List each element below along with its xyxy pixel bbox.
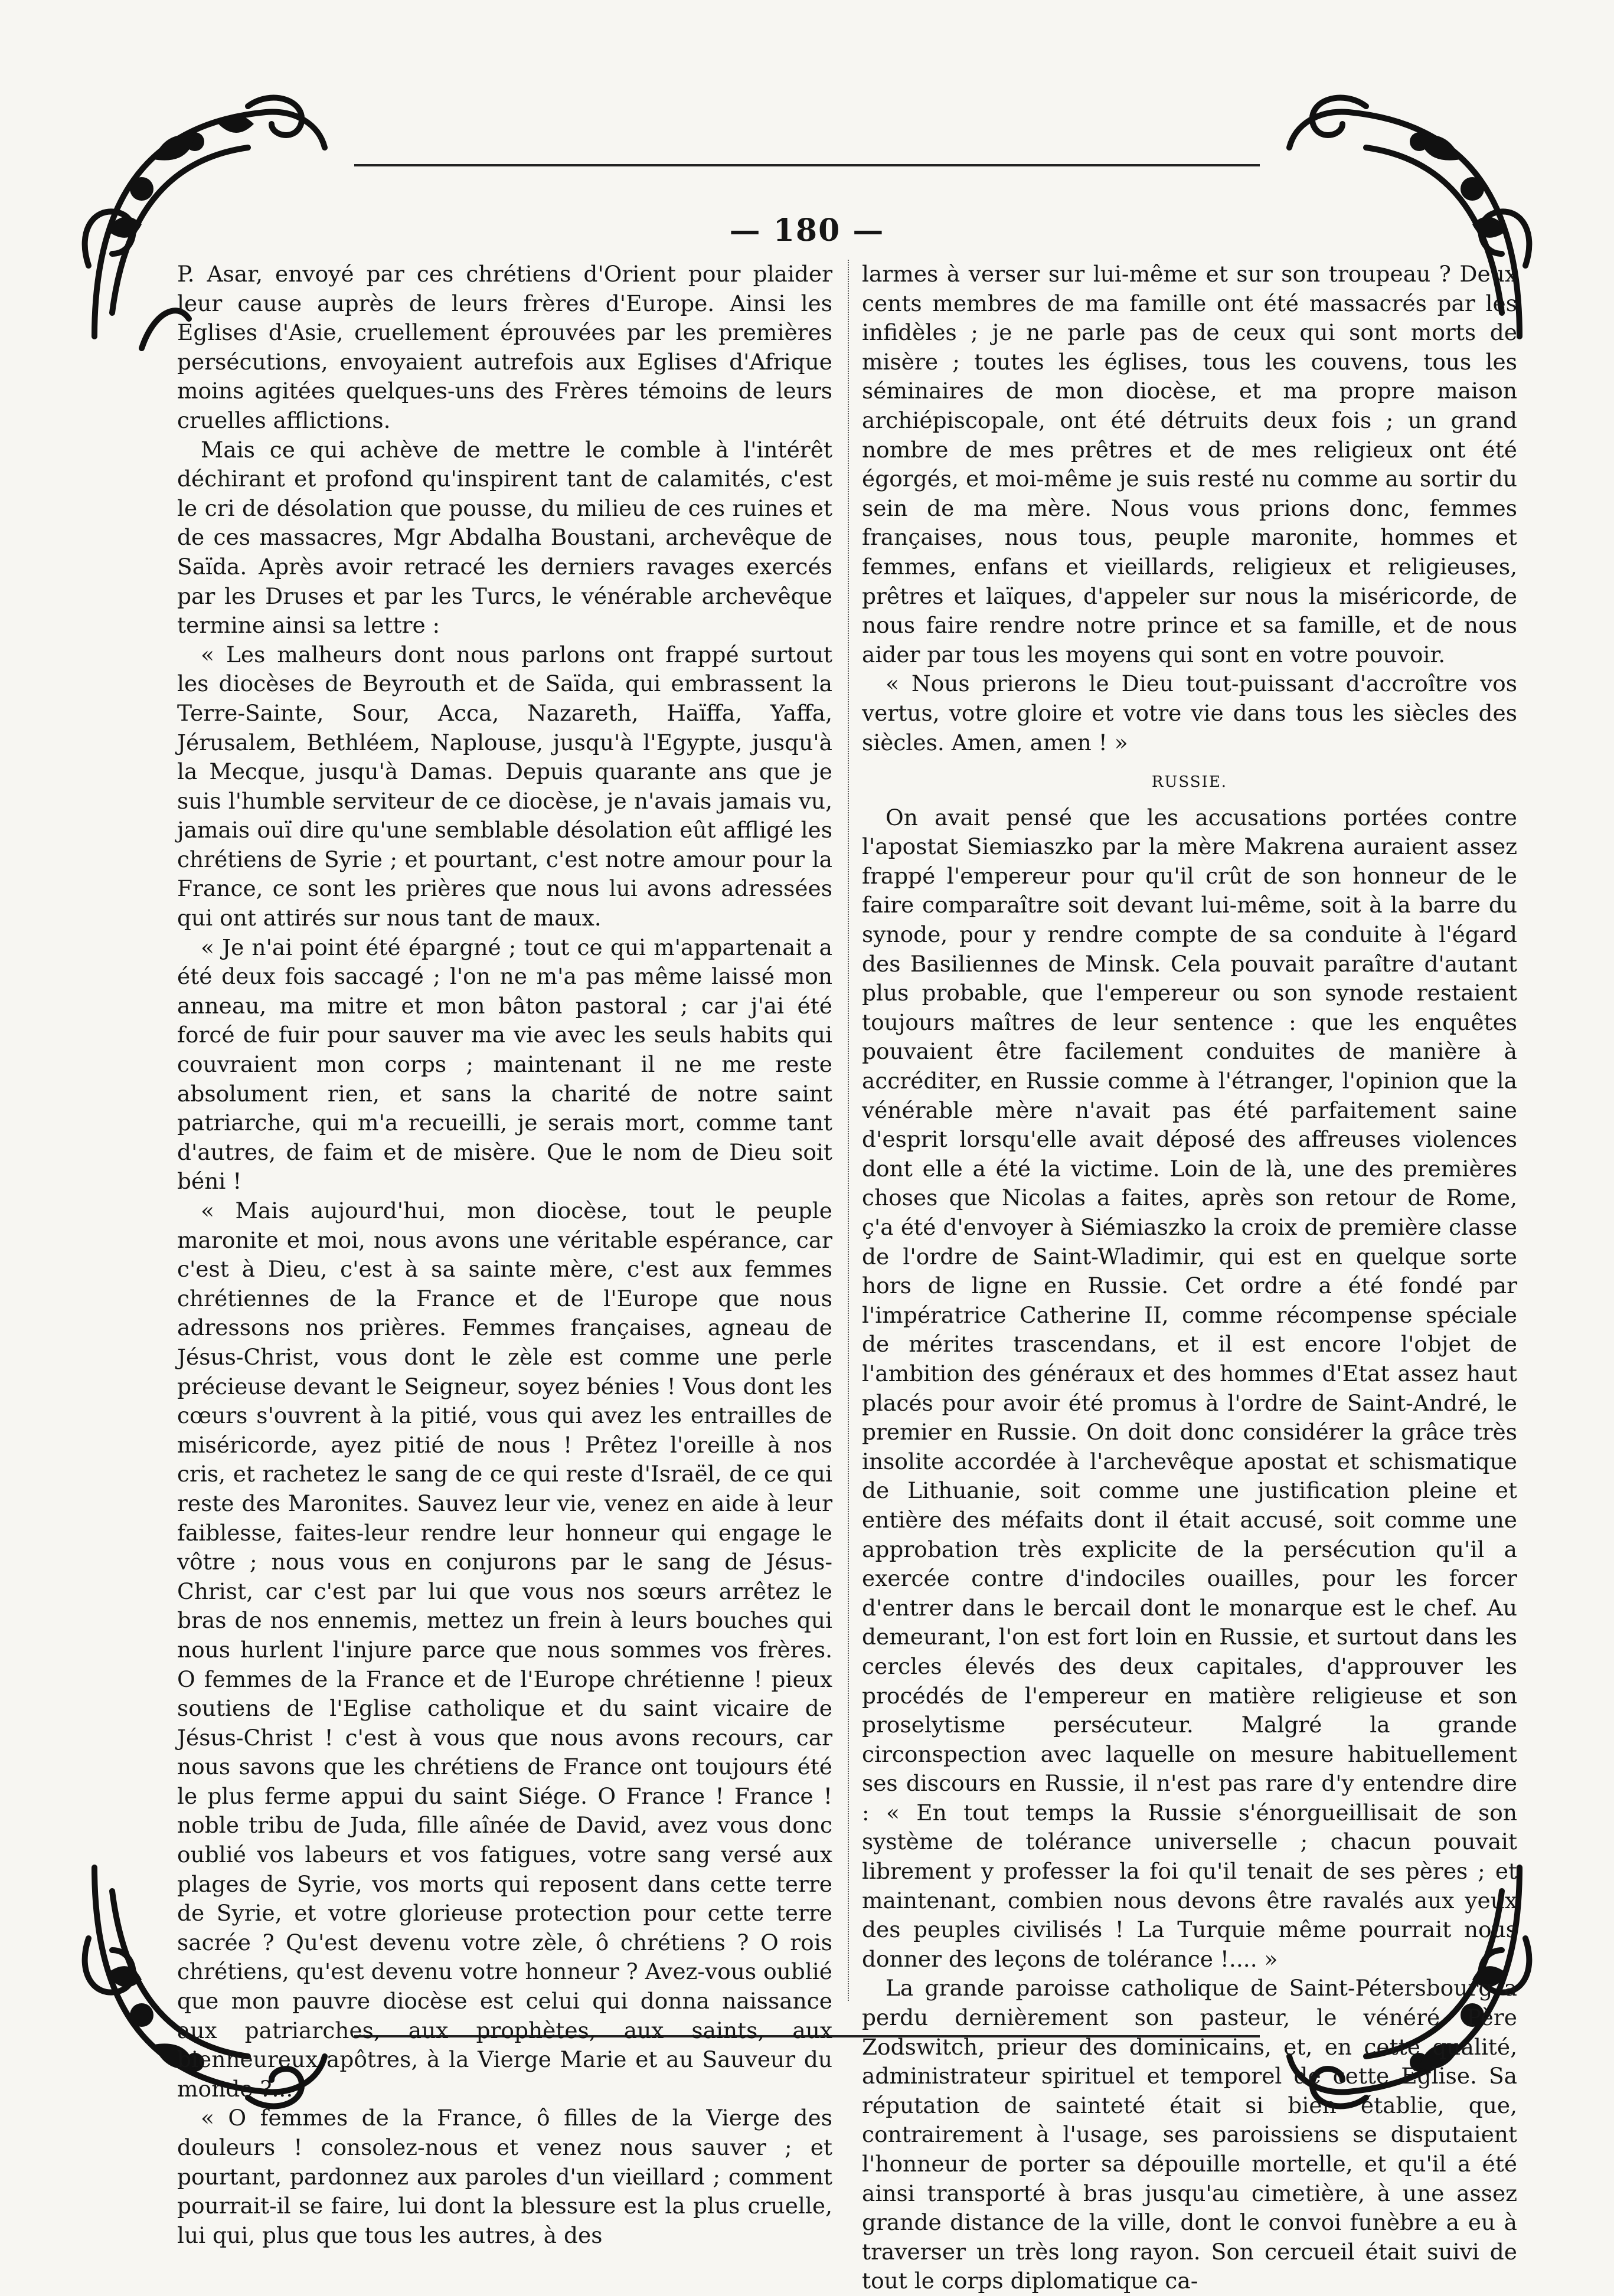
left-column (177, 260, 832, 2250)
paragraph: La grande paroisse catholique de Saint-Pétersbourg a perdu dernièrement son pasteur, le vénéré Père Zodswitch, prieur des dominicains, et, en cette qualité, administrateur spirituel et temporel de cette Eglise. Sa réputation de sainteté était si bien établie, que, contrairement à l'usage, ses paroissiens se disputaient l'honneur de porter sa dépouille mortelle, et qu'il a été ainsi transporté à bras jusqu'au cimetière, à une assez grande distance de la ville, dont le convoi funèbre a eu à traverser un très long rayon. Son cercueil était suivi de tout le corps diplomatique ca- (862, 1975, 1517, 2294)
section-heading: RUSSIE. (1151, 773, 1228, 792)
paragraph: On avait pensé que les accusations portées contre l'apostat Siemiaszko par la mère Makrena auraient assez frappé l'empereur pour qu'il crût de son honneur de le faire comparaître soit devant lui-même, soit à la barre du synode, pour y rendre compte de sa conduite à l'égard des Basiliennes de Minsk. Cela pouvait paraître d'autant plus probable, que l'empereur ou son synode restaient toujours maîtres de leur sentence : que les enquêtes pouvaient être facilement conduites de manière à accréditer, en Russie comme à l'étranger, l'opinion que la vénérable mère n'avait pas été parfaitement saine d'esprit lorsqu'elle avait déposé des affreuses violences dont elle a été la victime. Loin de là, une des premières choses que Nicolas a faites, après son retour de Rome, ç'a été d'envoyer à Siémiaszko la croix de première classe de l'ordre de Saint-Wladimir, qui est en quelque sorte hors de ligne en Russie. Cet ordre a été fondé par l'impératrice Catherine II, comme récompense spéciale de mérites trascendans, et il est encore l'objet de l'ambition des généraux et des hommes d'Etat assez haut placés pour avoir été promus à l'ordre de Saint-André, le premier en Russie. On doit donc considérer la grâce très insolite accordée à l'archevêque apostat et schismatique de Lithuanie, soit comme une justification pleine et entière des méfaits dont il était accusé, soit comme une approbation très explicite de la persécution qu'il a exercée contre d'indociles ouailles, pour les forcer d'entrer dans le bercail dont le monarque est le chef. Au demeurant, l'on est fort loin en Russie, et surtout dans les cercles élevés des deux capitales, d'approuver les procédés de l'empereur en matière religieuse et son proselytisme persécuteur. Malgré la grande circonspection avec laquelle on mesure habituellement ses discours en Russie, il n'est pas rare d'y entendre dire : « En tout temps la Russie s'énorgueillisait de son système de tolérance universelle ; chacun pouvait librement y professer la foi qu'il tenait de ses pères ; et maintenant, combien nous devons être ravalés aux yeux des peuples civilisés ! La Turquie même pourrait nous donner des leçons de tolérance !.... » (862, 804, 1517, 1972)
paragraph: P. Asar, envoyé par ces chrétiens d'Orient pour plaider leur cause auprès de leurs frères d'Europe. Ainsi les Eglises d'Asie, cruellement éprouvées par les premières persécutions, envoyaient autrefois aux Eglises d'Afrique moins agitées quelques-uns des Frères témoins de leurs cruelles afflictions. (177, 261, 832, 433)
paragraph: « O femmes de la France, ô filles de la Vierge des douleurs ! consolez-nous et venez nous sauver ; et pourtant, pardonnez aux paroles d'un vieillard ; comment pourrait-il se faire, lui dont la blessure est la plus cruelle, lui qui, plus que tous les autres, à des (177, 2105, 832, 2248)
page-number: — 180 — (729, 212, 885, 248)
paragraph: « Les malheurs dont nous parlons ont frappé surtout les diocèses de Beyrouth et de Saïda, qui embrassent la Terre-Sainte, Sour, Acca, Nazareth, Haïffa, Yaffa, Jérusalem, Bethléem, Naplouse, jusqu'à l'Egypte, jusqu'à la Mecque, jusqu'à Damas. Depuis quarante ans que je suis l'humble serviteur de ce diocèse, je n'avais jamais vu, jamais ouï dire qu'une semblable désolation eût affligé les chrétiens de Syrie ; et pourtant, c'est notre amour pour la France, ce sont les prières que nous lui avons adressées qui ont attirés sur nous tant de maux. (177, 641, 832, 931)
frame-top-rule (354, 164, 1260, 166)
paragraph: « Nous prierons le Dieu tout-puissant d'accroître vos vertus, votre gloire et votre vie dans tous les siècles des siècles. Amen, amen ! » (862, 671, 1517, 755)
paragraph: « Je n'ai point été épargné ; tout ce qui m'appartenait a été deux fois saccagé ; l'on ne m'a pas même laissé mon anneau, ma mitre et mon bâton pastoral ; car j'ai été forcé de fuir pour sauver ma vie avec les seuls habits qui couvraient mon corps ; maintenant il ne me reste absolument rien, et sans la charité de notre saint patriarche, qui m'a recueilli, je serais mort, comme tant d'autres, de faim et de misère. Que le nom de Dieu soit béni ! (177, 934, 832, 1195)
paragraph: larmes à verser sur lui-même et sur son troupeau ? Deux cents membres de ma famille ont été massacrés par les infidèles ; je ne parle pas de ceux qui sont morts de misère ; toutes les églises, tous les couvens, tous les séminaires de mon diocèse, et ma propre maison archiépiscopale, ont été détruits deux fois ; un grand nombre de mes prêtres et de mes religieux ont été égorgés, et moi-même je suis resté nu comme au sortir du sein de ma mère. Nous vous prions donc, femmes françaises, nous tous, peuple maronite, hommes et femmes, enfans et vieillards, religieux et religieuses, prêtres et laïques, d'appeler sur nous la miséricorde, de nous faire rendre notre prince et sa famille, et de nous aider par tous les moyens qui sont en votre pouvoir. (862, 261, 1517, 668)
column-divider (848, 260, 849, 2001)
paragraph: Mais ce qui achève de mettre le comble à l'intérêt déchirant et profond qu'inspirent tant de calamités, c'est le cri de désolation que pousse, du milieu de ces ruines et de ces massacres, Mgr Abdalha Boustani, archevêque de Saïda. Après avoir retracé les derniers ravages exercés par les Druses et par les Turcs, le vénérable archevêque termine ainsi sa lettre : (177, 436, 832, 639)
paragraph: « Mais aujourd'hui, mon diocèse, tout le peuple maronite et moi, nous avons une véritable espérance, car c'est à Dieu, c'est à sa sainte mère, c'est aux femmes chrétiennes de la France et de l'Europe que nous adressons nos prières. Femmes françaises, agneau de Jésus-Christ, vous dont le zèle est comme une perle précieuse devant le Seigneur, soyez bénies ! Vous dont les cœurs s'ouvrent à la pitié, vous qui avez les entrailles de miséricorde, ayez pitié de nous ! Prêtez l'oreille à nos cris, et rachetez le sang de ce qui reste d'Israël, de ce qui reste des Maronites. Sauvez leur vie, venez en aide à leur faiblesse, faites-leur rendre leur honneur qui engage le vôtre ; nous vous en conjurons par le sang de Jésus-Christ, car c'est par lui que vous nos sœurs arrêtez le bras de nos ennemis, mettez un frein à leurs bouches qui nous hurlent l'injure parce que nous sommes vos frères. O femmes de la France et de l'Europe chrétienne ! pieux soutiens de l'Eglise catholique et du saint vicaire de Jésus-Christ ! c'est à vous que nous avons recours, car nous savons que les chrétiens de France ont toujours été le plus ferme appui du saint Siége. O France ! France ! noble tribu de Juda, fille aînée de David, avez vous donc oublié vos labeurs et vos fatigues, votre sang versé aux plages de Syrie, vos morts qui reposent dans cette terre de Syrie, et votre glorieuse protection pour cette terre sacrée ? Qu'est devenu votre zèle, ô chrétiens ? O rois chrétiens, qu'est devenu votre honneur ? Avez-vous oublié que mon pauvre diocèse est celui qui donna naissance aux patriarches, aux prophètes, aux saints, aux bienheureux apôtres, à la Vierge Marie et au Sauveur du monde ?.... (177, 1198, 832, 2102)
right-column (862, 260, 1517, 2296)
